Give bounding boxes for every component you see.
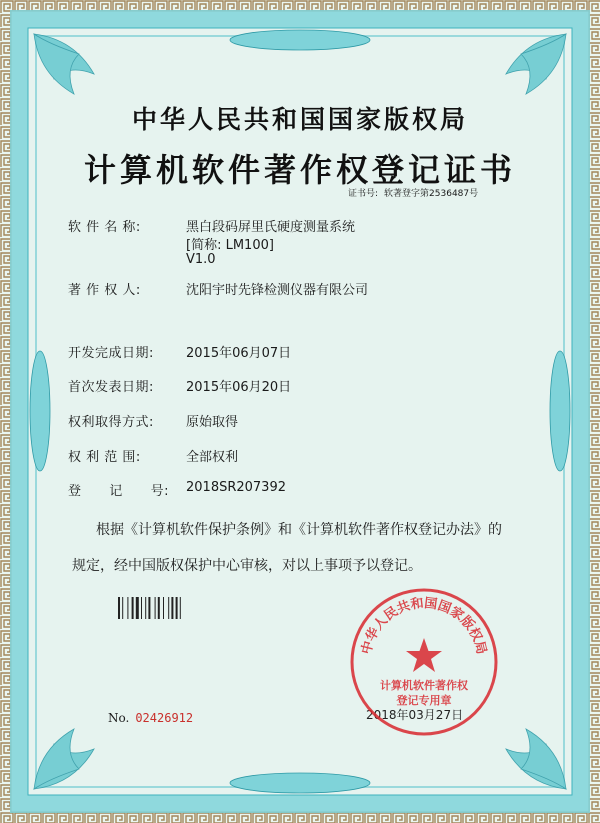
acquire-method-label: 权利取得方式: [68, 415, 154, 430]
issuer-title: 中华人民共和国国家版权局 [131, 105, 468, 134]
barcode-image [118, 597, 188, 619]
rights-scope-label: 权 利 范 围: [68, 450, 141, 465]
dev-date-value: 2015年06月07日 [186, 346, 292, 361]
seal-outer-text: 中华人民共和国国家版权局 [359, 596, 489, 656]
copyright-owner-label: 著 作 权 人: [68, 283, 141, 298]
serial-value: 02426912 [135, 711, 194, 725]
seal-inner-line2: 登记专用章 [396, 694, 452, 707]
certificate-number-value: 软著登字第2536487号 [384, 189, 479, 199]
dev-date-label: 开发完成日期: [68, 346, 154, 361]
first-pub-date-value: 2015年06月20日 [186, 380, 292, 395]
software-version: V1.0 [186, 252, 216, 267]
certificate-number-label: 证书号: [348, 189, 379, 199]
certificate-title: 计算机软件著作权登记证书 [83, 151, 516, 189]
serial-number [108, 711, 193, 725]
software-short-name: [简称: LM100] [186, 238, 274, 253]
seal-inner-line1: 计算机软件著作权 [380, 679, 468, 692]
software-name-value: 黑白段码屏里氏硬度测量系统 [186, 220, 356, 235]
software-name-label: 软 件 名 称: [68, 220, 141, 235]
first-pub-date-label: 首次发表日期: [68, 380, 154, 395]
certificate-number [348, 186, 528, 199]
issue-date: 2018年03月27日 [366, 708, 464, 722]
rights-scope-value: 全部权利 [186, 450, 239, 465]
body-text-line2: 规定，经中国版权保护中心审核，对以上事项予以登记。 [72, 558, 422, 574]
serial-label: No. [108, 711, 130, 725]
reg-number-label: 登 记 号: [68, 484, 169, 499]
acquire-method-value: 原始取得 [186, 415, 239, 430]
official-seal-image [348, 586, 500, 738]
body-text-line1: 根据《计算机软件保护条例》和《计算机软件著作权登记办法》的 [96, 522, 502, 538]
reg-number-value: 2018SR207392 [186, 480, 286, 495]
copyright-owner-value: 沈阳宇时先锋检测仪器有限公司 [186, 283, 369, 298]
